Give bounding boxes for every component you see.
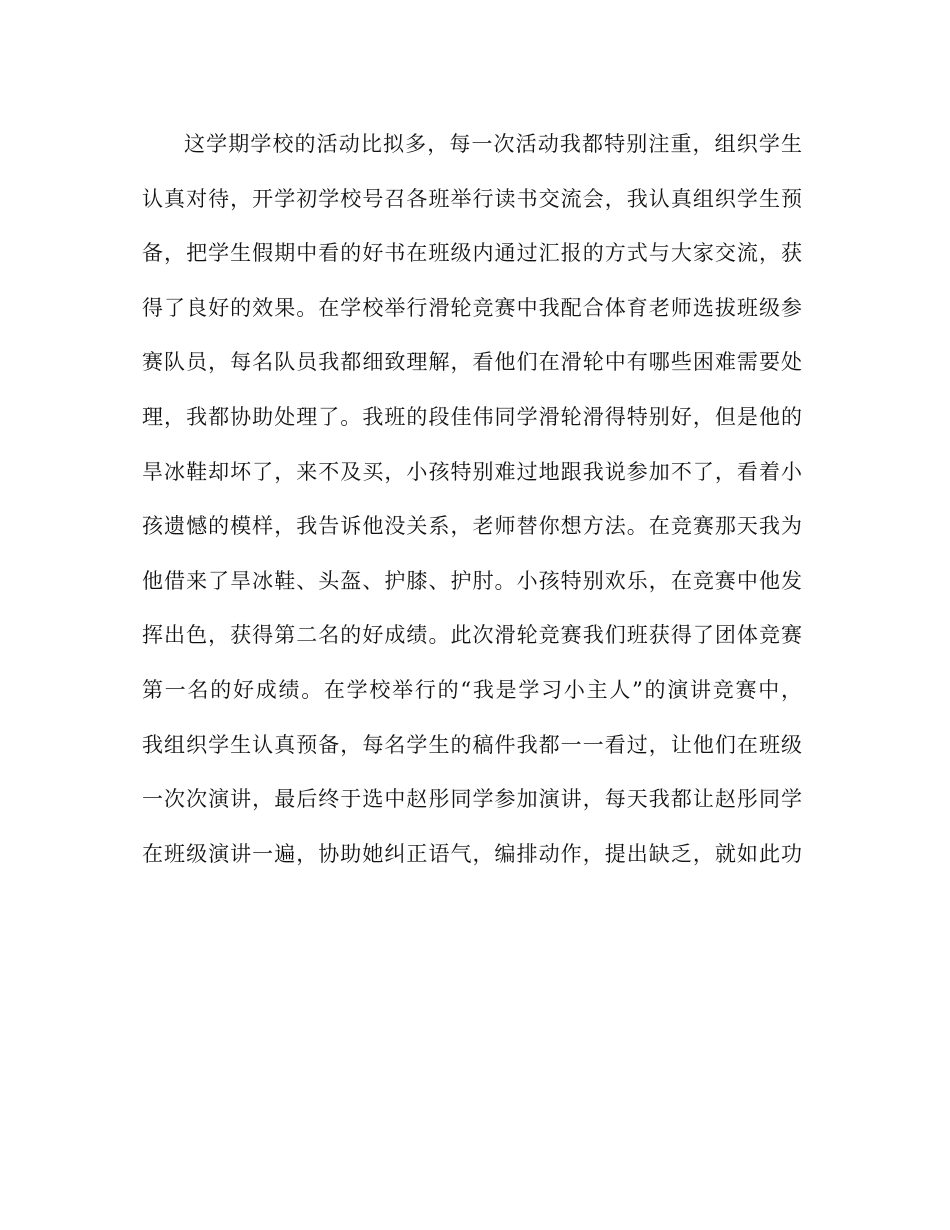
text-line: 理，我都协助处理了。我班的段佳伟同学滑轮滑得特别好，但是他的: [142, 404, 802, 429]
text-line: 赛队员，每名队员我都细致理解，看他们在滑轮中有哪些困难需要处: [142, 350, 802, 375]
text-line: 第一名的好成绩。在学校举行的“我是学习小主人”的演讲竞赛中，: [142, 677, 802, 702]
text-line: 一次次演讲，最后终于选中赵彤同学参加演讲，每天我都让赵彤同学: [142, 787, 802, 812]
text-line: 在班级演讲一遍，协助她纠正语气，编排动作，提出缺乏，就如此功: [142, 841, 802, 866]
text-line: 他借来了旱冰鞋、头盔、护膝、护肘。小孩特别欢乐，在竞赛中他发: [142, 568, 802, 593]
text-line: 我组织学生认真预备，每名学生的稿件我都一一看过，让他们在班级: [142, 732, 802, 757]
text-line: 备，把学生假期中看的好书在班级内通过汇报的方式与大家交流，获: [142, 241, 802, 266]
text-line: 认真对待，开学初学校号召各班举行读书交流会，我认真组织学生预: [142, 186, 802, 211]
text-line: 这学期学校的活动比拟多，每一次活动我都特别注重，组织学生: [184, 132, 802, 156]
text-line: 旱冰鞋却坏了，来不及买，小孩特别难过地跟我说参加不了，看着小: [142, 459, 802, 484]
text-line: 得了良好的效果。在学校举行滑轮竞赛中我配合体育老师选拔班级参: [142, 295, 802, 320]
text-line: 孩遗憾的模样，我告诉他没关系，老师替你想方法。在竞赛那天我为: [142, 514, 802, 539]
text-line: 挥出色，获得第二名的好成绩。此次滑轮竞赛我们班获得了团体竞赛: [142, 623, 802, 648]
body-paragraph: [142, 117, 802, 881]
